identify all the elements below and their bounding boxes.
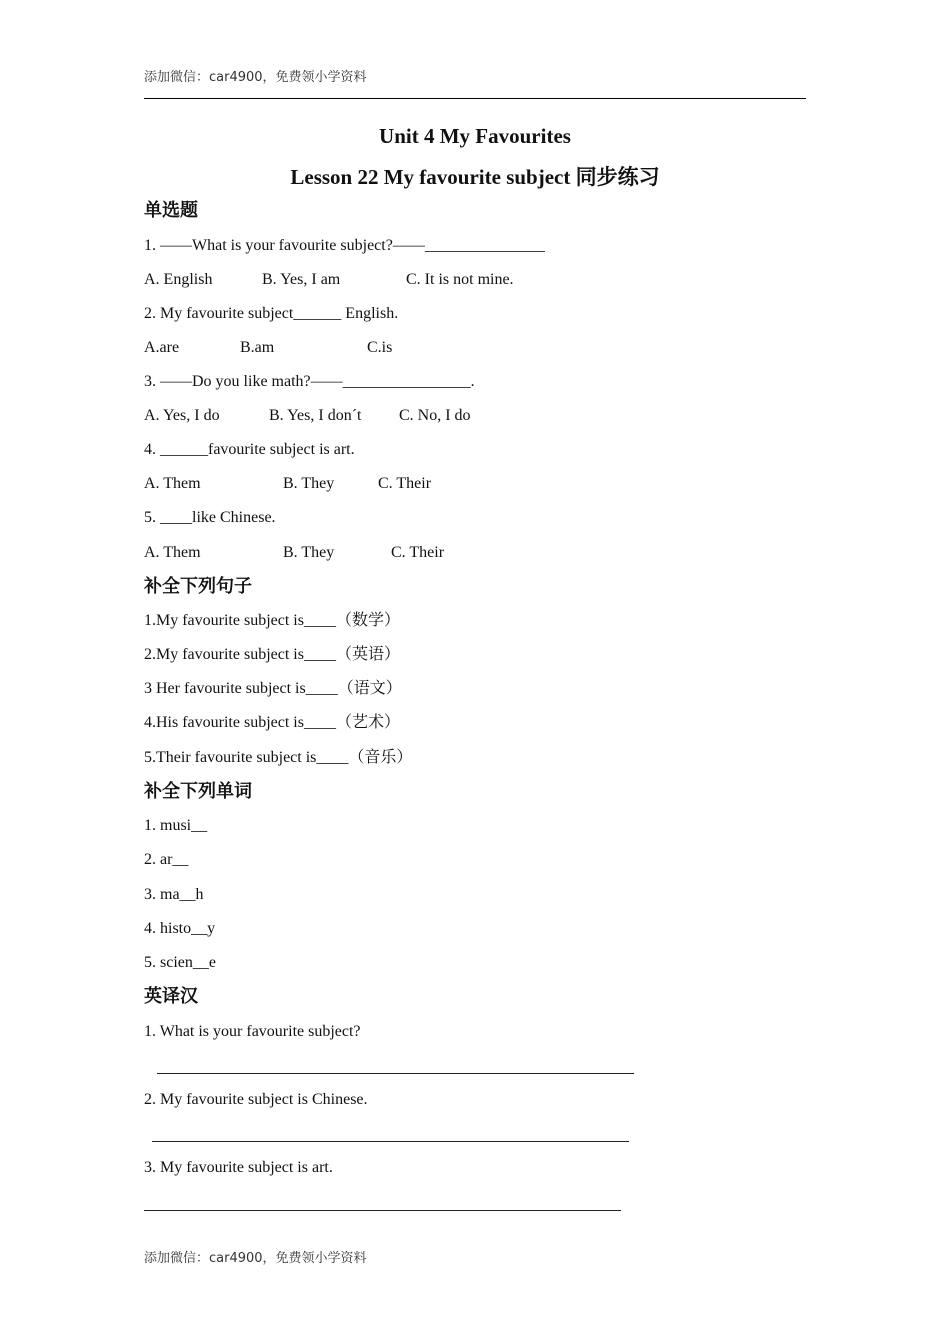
header-rule [144, 98, 806, 99]
q3-option-a: A. Yes, I do [144, 407, 220, 424]
q5-option-b: B. They [283, 544, 335, 561]
q3-option-b: B. Yes, I don´t [269, 407, 362, 424]
q1-option-c: C. It is not mine. [406, 271, 514, 288]
q1-option-a: A. English [144, 271, 213, 288]
sentence-item-1: 1.My favourite subject is____（数学） [144, 612, 400, 629]
section-heading-complete-sentences: 补全下列句子 [144, 576, 252, 597]
sentence-item-4: 4.His favourite subject is____（艺术） [144, 714, 400, 731]
unit-title: Unit 4 My Favourites [379, 124, 571, 148]
answer-line-3 [144, 1210, 621, 1211]
translation-item-1: 1. What is your favourite subject? [144, 1023, 361, 1040]
question-4: 4. ______favourite subject is art. [144, 441, 355, 458]
question-2: 2. My favourite subject______ English. [144, 305, 399, 322]
q1-option-b: B. Yes, I am [262, 271, 341, 288]
q4-option-a: A. Them [144, 475, 201, 492]
word-item-2: 2. ar__ [144, 851, 189, 868]
translation-item-3: 3. My favourite subject is art. [144, 1159, 333, 1176]
word-item-3: 3. ma__h [144, 886, 204, 903]
q2-option-a: A.are [144, 339, 180, 356]
question-1: 1. ——What is your favourite subject?——_______________ [144, 237, 545, 254]
lesson-title: Lesson 22 My favourite subject 同步练习 [290, 165, 660, 189]
q5-option-c: C. Their [391, 544, 445, 561]
translation-item-2: 2. My favourite subject is Chinese. [144, 1091, 368, 1108]
sentence-item-2: 2.My favourite subject is____（英语） [144, 646, 400, 663]
sentence-item-3: 3 Her favourite subject is____（语文） [144, 680, 402, 697]
answer-line-2 [152, 1141, 629, 1142]
question-3: 3. ——Do you like math?——________________. [144, 373, 475, 390]
word-item-4: 4. histo__y [144, 920, 216, 937]
word-item-1: 1. musi__ [144, 817, 208, 834]
q5-option-a: A. Them [144, 544, 201, 561]
section-heading-multiple-choice: 单选题 [144, 200, 198, 221]
q2-option-b: B.am [240, 339, 275, 356]
sentence-item-5: 5.Their favourite subject is____（音乐） [144, 749, 413, 766]
header-text: 添加微信：car4900，免费领小学资料 [144, 70, 367, 85]
q2-option-c: C.is [367, 339, 393, 356]
answer-line-1 [157, 1073, 634, 1074]
q4-option-b: B. They [283, 475, 335, 492]
q4-option-c: C. Their [378, 475, 432, 492]
word-item-5: 5. scien__e [144, 954, 216, 971]
section-heading-complete-words: 补全下列单词 [144, 781, 252, 802]
question-5: 5. ____like Chinese. [144, 509, 276, 526]
q3-option-c: C. No, I do [399, 407, 471, 424]
footer-text: 添加微信：car4900，免费领小学资料 [144, 1251, 367, 1266]
section-heading-translation: 英译汉 [144, 986, 198, 1007]
